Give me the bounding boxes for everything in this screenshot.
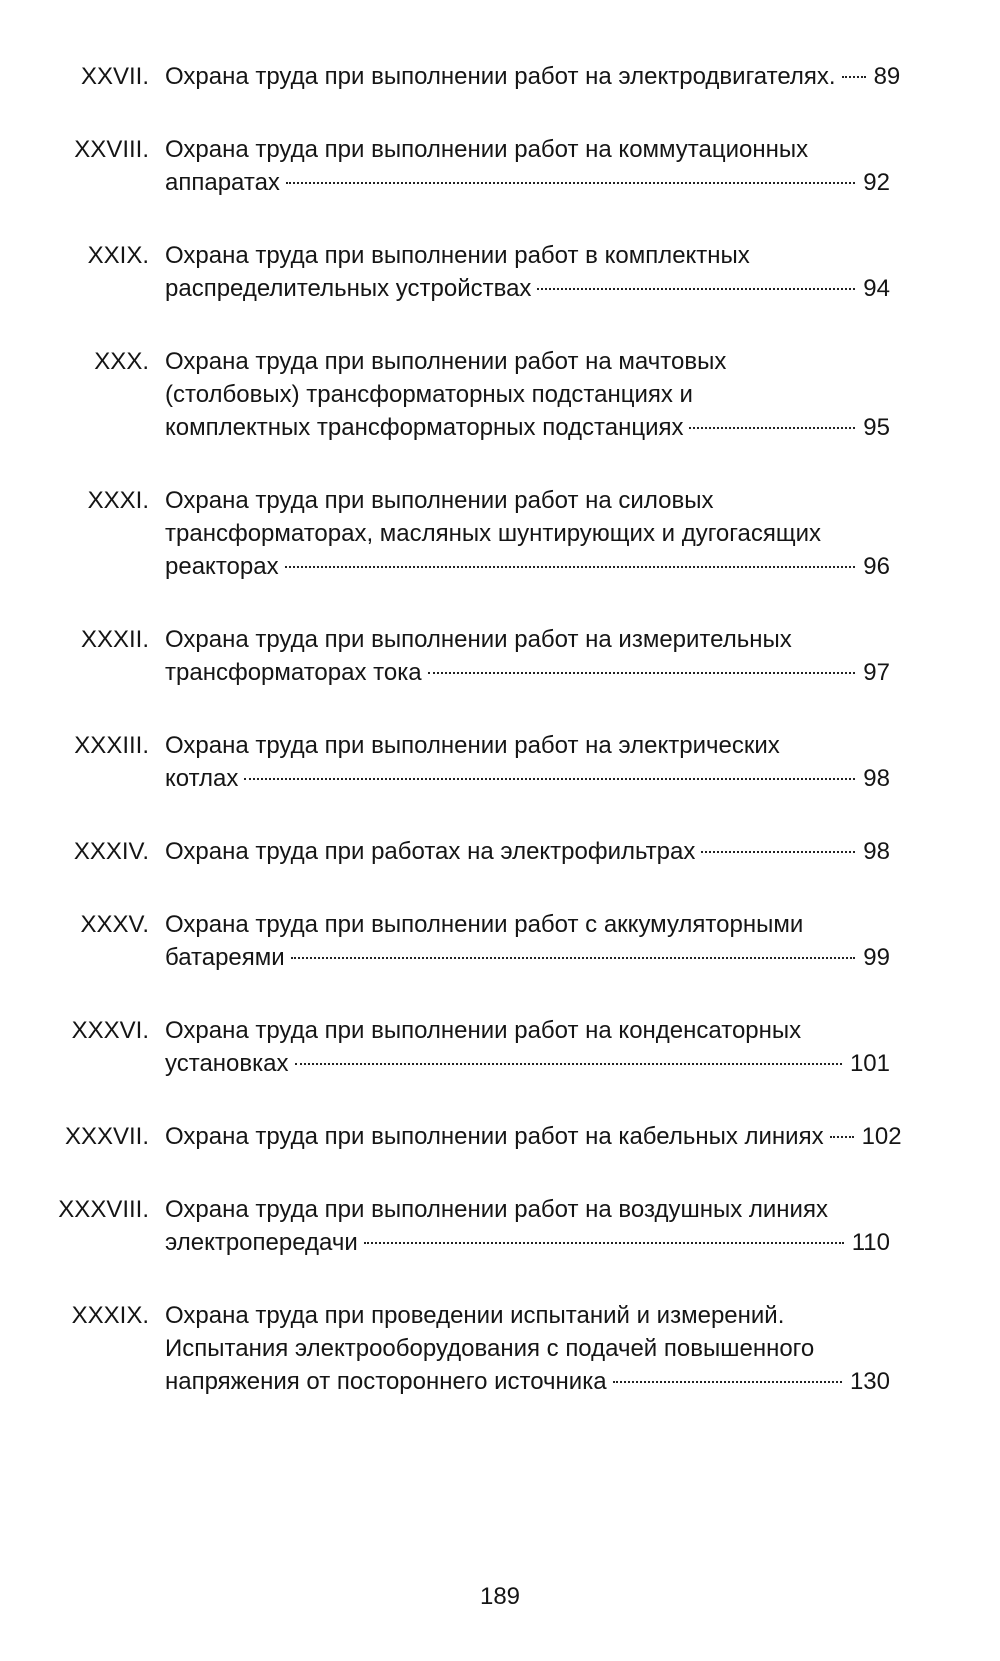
toc-entry-title-line: Охрана труда при выполнении работ на коммутационных [165, 136, 809, 163]
toc-entry-body [165, 835, 890, 868]
toc-entry-title-line: Охрана труда при выполнении работ на кабельных линиях [165, 1123, 824, 1150]
toc-entry-last-line [165, 272, 890, 305]
toc-entry-last-line [165, 656, 890, 689]
toc-entry-body [165, 133, 890, 199]
toc-entry-title-line: Охрана труда при выполнении работ на электрических [165, 732, 780, 759]
toc-entry-page: 92 [863, 169, 890, 196]
dot-leader [291, 957, 856, 959]
toc-entry-body [165, 1120, 902, 1153]
toc-entry-page: 97 [863, 659, 890, 686]
toc-entry-last-line [165, 166, 890, 199]
toc-entry-last-line [165, 411, 890, 444]
toc-entry-title-line: котлах [165, 765, 239, 792]
toc-entry-title-line: распределительных устройствах [165, 275, 532, 302]
toc-entry-title-line: Испытания электрооборудования с подачей повышенного [165, 1335, 815, 1362]
toc-entry-page: 95 [863, 414, 890, 441]
toc-entry[interactable] [0, 1193, 1000, 1259]
toc-entry-title-line: напряжения от постороннего источника [165, 1368, 607, 1395]
toc-entry-page: 102 [861, 1123, 902, 1150]
toc-entry-number: XXXVI. [71, 1017, 149, 1044]
toc-entry-last-line [165, 1365, 890, 1398]
toc-entry-title-line: (столбовых) трансформаторных подстанциях и [165, 381, 693, 408]
dot-leader [286, 182, 855, 184]
toc-entry-title-line: электропередачи [165, 1229, 358, 1256]
toc-entry-last-line [165, 1047, 890, 1080]
toc-entry-number: XXX. [94, 348, 149, 375]
toc-entry-title-line: батареями [165, 944, 285, 971]
toc-entry-page: 99 [863, 944, 890, 971]
page-number: 189 [479, 1583, 521, 1610]
toc-entry[interactable] [0, 345, 1000, 444]
toc-entry-title-line: трансформаторах, масляных шунтирующих и дугогасящих [165, 520, 822, 547]
toc-entry[interactable] [0, 729, 1000, 795]
toc-entry-body [165, 729, 890, 795]
toc-entry-page: 98 [863, 765, 890, 792]
toc-entry-title-line: Охрана труда при выполнении работ на конденсаторных [165, 1017, 802, 1044]
toc-entry[interactable] [0, 133, 1000, 199]
toc-entry-title-line: Охрана труда при выполнении работ на воздушных линиях [165, 1196, 828, 1223]
toc-entry-page: 96 [863, 553, 890, 580]
toc-entry-title-line: Охрана труда при проведении испытаний и измерений. [165, 1302, 785, 1329]
toc-entry-page: 110 [851, 1229, 890, 1256]
dot-leader [613, 1381, 842, 1383]
toc-entry[interactable] [0, 1014, 1000, 1080]
toc-entry-body [165, 623, 890, 689]
dot-leader [295, 1063, 842, 1065]
dot-leader [689, 427, 855, 429]
toc-entry-page: 130 [849, 1368, 890, 1395]
toc-entry[interactable] [0, 908, 1000, 974]
toc-entry-page: 94 [863, 275, 890, 302]
toc-entry-title-line: трансформаторах тока [165, 659, 422, 686]
toc-entry[interactable] [0, 623, 1000, 689]
toc-entry-body [165, 1299, 890, 1398]
dot-leader [285, 566, 856, 568]
toc-entry-page: 98 [863, 838, 890, 865]
toc-entry-title-line: Охрана труда при выполнении работ на мачтовых [165, 348, 727, 375]
toc-entry-number: XXVII. [80, 63, 149, 90]
toc-entry-number: XXIX. [87, 242, 149, 269]
toc-entry-last-line [165, 941, 890, 974]
toc-entry-title-line: Охрана труда при выполнении работ в комплектных [165, 242, 750, 269]
toc-entry-title-line: комплектных трансформаторных подстанциях [165, 414, 684, 441]
toc-entry-body [165, 239, 890, 305]
toc-entry-title-line: аппаратах [165, 169, 280, 196]
toc-entry[interactable] [0, 239, 1000, 305]
toc-entry-number: XXXII. [80, 626, 149, 653]
toc-entry-last-line [165, 1226, 890, 1259]
toc-entry-last-line [165, 60, 901, 93]
toc-entry-title-line: Охрана труда при выполнении работ на измерительных [165, 626, 792, 653]
toc-entry-last-line [165, 762, 890, 795]
toc-entry[interactable] [0, 1120, 1000, 1153]
toc-entry-number: XXXVIII. [58, 1196, 149, 1223]
toc-entry-title-line: Охрана труда при выполнении работ на электродвигателях. [165, 63, 836, 90]
dot-leader [428, 672, 856, 674]
toc-entry-number: XXVIII. [74, 136, 149, 163]
dot-leader [244, 778, 855, 780]
toc-entry-title-line: реакторах [165, 553, 279, 580]
toc-entry-number: XXXIX. [71, 1302, 149, 1329]
toc-entry-title-line: Охрана труда при выполнении работ с аккумуляторными [165, 911, 804, 938]
toc-entry-body [165, 345, 890, 444]
toc-entry-number: XXXVII. [64, 1123, 149, 1150]
toc-entry-page: 101 [849, 1050, 890, 1077]
toc-entry[interactable] [0, 1299, 1000, 1398]
toc-entry-title-line: Охрана труда при работах на электрофильтрах [165, 838, 696, 865]
toc-entry-number: XXXV. [80, 911, 149, 938]
toc-entry[interactable] [0, 484, 1000, 583]
toc-entry-body [165, 1193, 890, 1259]
toc-entry-last-line [165, 835, 890, 868]
toc-entry[interactable] [0, 60, 1000, 93]
table-of-contents [0, 60, 1000, 1438]
toc-entry-number: XXXIII. [74, 732, 149, 759]
toc-entry-number: XXXIV. [73, 838, 149, 865]
toc-entry-body [165, 908, 890, 974]
toc-entry-last-line [165, 1120, 902, 1153]
toc-entry-body [165, 1014, 890, 1080]
toc-entry-page: 89 [873, 63, 901, 90]
toc-entry-body [165, 60, 901, 93]
toc-entry-title-line: Охрана труда при выполнении работ на силовых [165, 487, 714, 514]
toc-entry-number: XXXI. [87, 487, 149, 514]
toc-entry[interactable] [0, 835, 1000, 868]
dot-leader [830, 1136, 854, 1138]
dot-leader [701, 851, 855, 853]
dot-leader [364, 1242, 844, 1244]
toc-entry-last-line [165, 550, 890, 583]
toc-entry-body [165, 484, 890, 583]
dot-leader [842, 76, 866, 78]
dot-leader [537, 288, 855, 290]
toc-entry-title-line: установках [165, 1050, 289, 1077]
